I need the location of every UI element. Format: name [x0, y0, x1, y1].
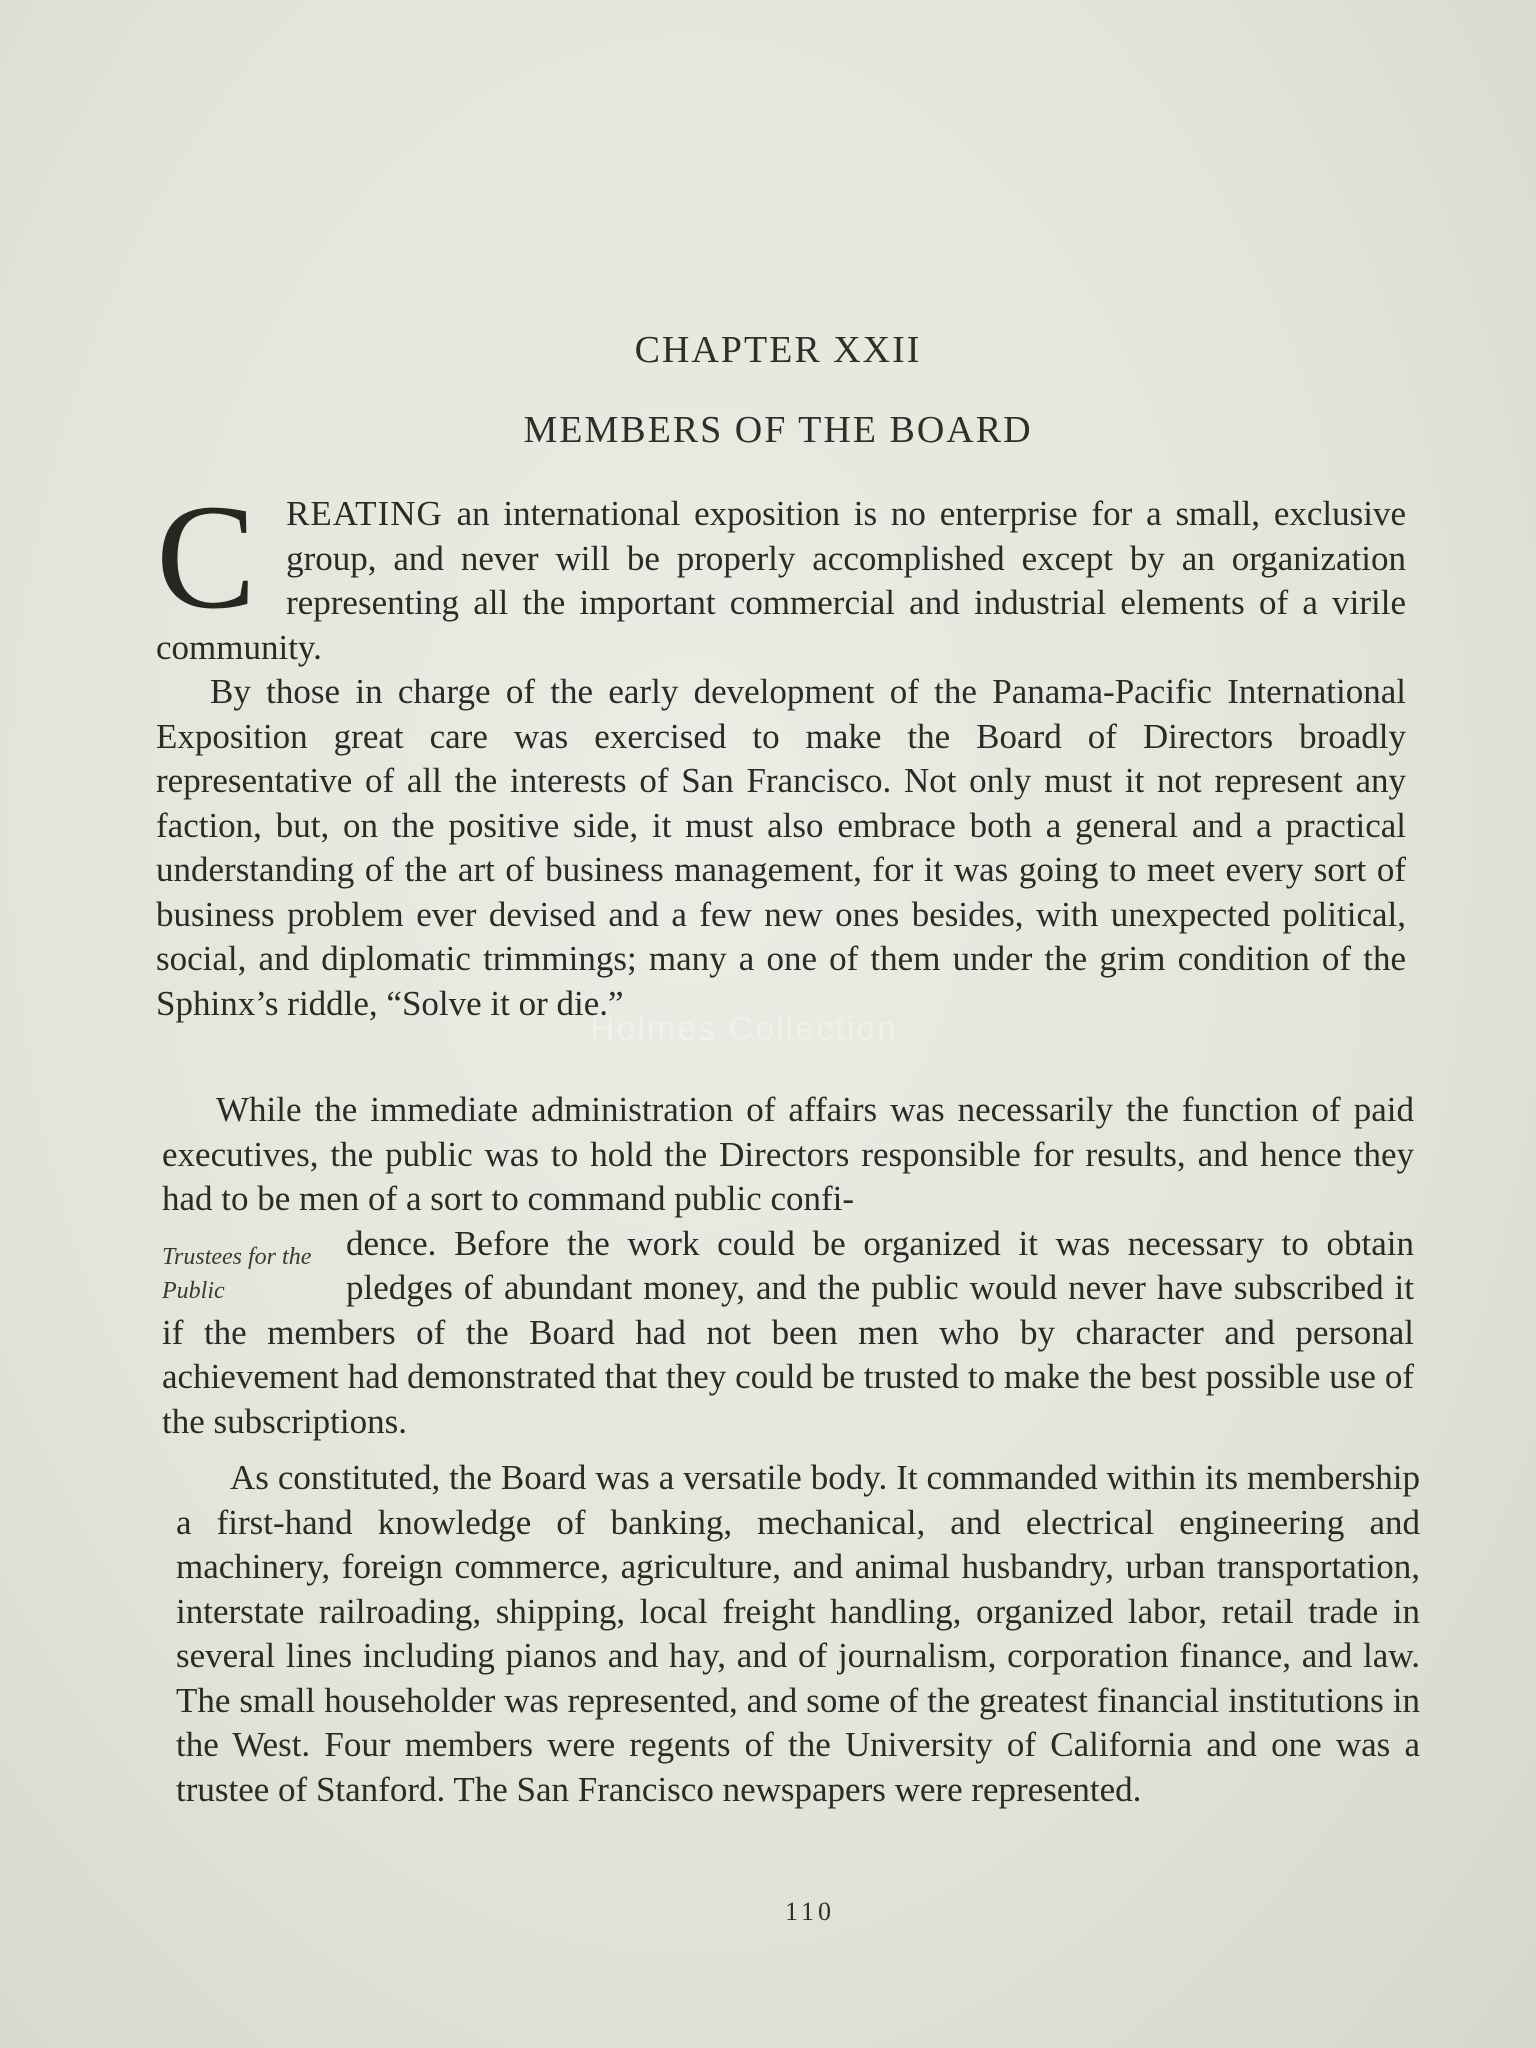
chapter-title: MEMBERS OF THE BOARD	[523, 409, 1033, 451]
paragraph-4: As constituted, the Board was a versatile body. It commanded within its membership a first-hand knowledge of banking, mechanical, and electrical engineering and machinery, foreign commerce, agriculture, and animal husbandry, urban transportation, interstate railroading, shipping, local freight handling, organized labor, retail trade in several lines including pianos and hay, and of journalism, corporation finance, and law. The small householder was represented, and some of the greatest financial institutions in the West. Four members were regents of the University of California and one was a trustee of Stanford. The San Francisco newspapers were represented.	[176, 1458, 1420, 1809]
paragraph-2: By those in charge of the early development of the Panama-Pacific International Exposition great care was exercised to make the Board of Directors broadly representative of all the interests of San Francisco. Not only must it not represent any faction, but, on the positive side, it must also embrace both a general and a practical understanding of the art of business management, for it was going to meet every sort of business problem ever devised and a few new ones besides, with unexpected political, social, and diplomatic trimmings; many a one of them under the grim condition of the Sphinx’s riddle, “Solve it or die.”	[156, 672, 1406, 1023]
paragraph-3-start: While the immediate administration of affairs was necessarily the function of paid executives, the public was to hold the Directors responsible for results, and hence they had to be men of a sort to command public confi-	[162, 1090, 1414, 1218]
opening-small-caps: REATING	[286, 494, 443, 533]
body-text-upper	[156, 474, 1406, 1026]
page-number: 110	[784, 1897, 836, 1926]
watermark: Holmes Collection	[590, 1010, 898, 1048]
paragraph-3-text: dence. Before the work could be organized it was necessary to obtain pledges of abundant money, and the public would never have subscribed it if the members of the Board had not been men who by character and personal achievement had demonstrated that they could be trusted to make the best possible use of the subscriptions.	[162, 1223, 1414, 1441]
drop-cap: C	[156, 474, 257, 640]
paragraph-3-continued	[162, 1222, 1414, 1445]
paragraph-1	[156, 474, 1406, 670]
body-text-middle	[162, 1088, 1414, 1444]
margin-note: Trustees for the Public	[162, 1243, 312, 1304]
paragraph-1-text: an international exposition is no enterprise for a small, exclusive group, and never will be properly accomplished except by an organization representing all the important commercial and industrial elements of a virile community.	[156, 494, 1406, 667]
body-text-lower	[176, 1456, 1420, 1812]
chapter-heading: CHAPTER XXII	[634, 329, 922, 371]
